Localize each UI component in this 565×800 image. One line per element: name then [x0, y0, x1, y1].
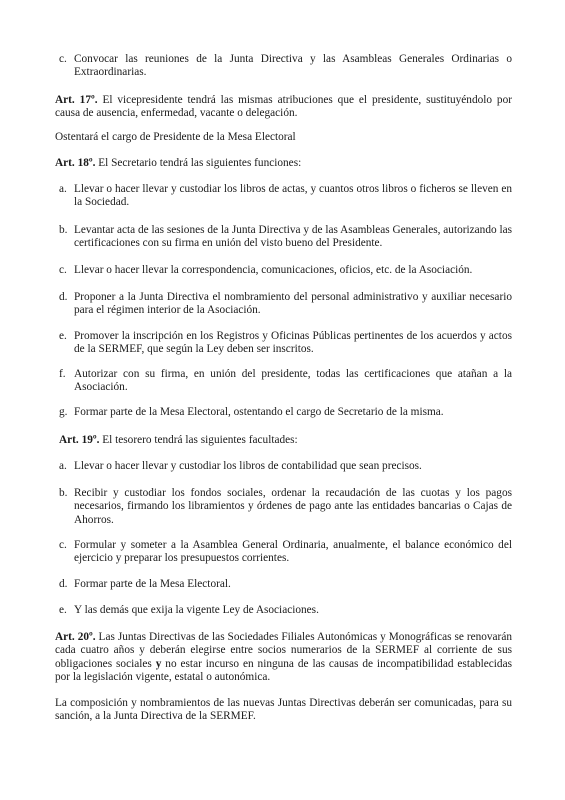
list-item: [55, 539, 512, 566]
list-letter: d.: [59, 578, 68, 590]
article-18: [55, 157, 512, 170]
list-letter: b.: [59, 224, 68, 236]
list-letter: c.: [59, 53, 67, 65]
list-text: Formular y someter a la Asamblea General Ordinaria, anualmente, el balance económico del ejercicio y preparar los presupuestos corrientes.: [74, 539, 512, 565]
list-letter: c.: [59, 264, 67, 276]
article-bold-conjunction: y: [155, 657, 162, 670]
article-label: Art. 20º.: [55, 631, 96, 643]
list-item: [55, 183, 512, 210]
article-text: El vicepresidente tendrá las mismas atribuciones que el presidente, sustituyéndolo por causa de ausencia, enfermedad, vacante o delegación.: [55, 94, 512, 120]
list-text: Autorizar con su firma, en unión del presidente, todas las certificaciones que atañan a la Asociación.: [74, 368, 512, 394]
list-text: Convocar las reuniones de la Junta Directiva y las Asambleas Generales Ordinarias o Extraordinarias.: [74, 53, 512, 79]
list-item: [55, 487, 512, 527]
list-letter: g.: [59, 406, 68, 418]
list-item: [55, 368, 512, 395]
list-text: Promover la inscripción en los Registros y Oficinas Públicas pertinentes de los acuerdos y actos de la SERMEF, que según la Ley deben ser inscritos.: [74, 330, 512, 356]
article-text: El tesorero tendrá las siguientes facultades:: [99, 434, 298, 446]
article-17: [55, 94, 512, 121]
list-letter: f.: [59, 368, 66, 380]
list-text: Levantar acta de las sesiones de la Junta Directiva y de las Asambleas Generales, autorizando las certificaciones con su firma en unión del visto bueno del Presidente.: [74, 224, 512, 250]
list-letter: b.: [59, 487, 68, 499]
list-letter: a.: [59, 460, 67, 472]
article-20: [55, 631, 512, 685]
list-item: [55, 604, 512, 617]
article-label: Art. 17º.: [55, 94, 98, 106]
list-item-c-convocar: [55, 53, 512, 80]
list-letter: e.: [59, 330, 67, 342]
list-item: [55, 406, 512, 419]
list-text: Llevar o hacer llevar la correspondencia, comunicaciones, oficios, etc. de la Asociación.: [74, 264, 473, 276]
mesa-presidente-line: Ostentará el cargo de Presidente de la Mesa Electoral: [55, 131, 296, 143]
article-text-part-1: Las Juntas Directivas de las Sociedades Filiales Autonómicas y Monográficas se renovarán cada cuatro años y deberán elegirse entre socios numerarios de la SERMEF al corriente de sus obligaciones sociales: [55, 631, 512, 670]
list-item: [55, 291, 512, 318]
article-label: Art. 18º.: [55, 157, 96, 169]
article-text-part-2: no estar incurso en ninguna de las causas de incompatibilidad establecidas por la legislación vigente, estatal o autonómica.: [55, 657, 512, 684]
list-text: Formar parte de la Mesa Electoral, ostentando el cargo de Secretario de la misma.: [74, 406, 444, 418]
article-19: [59, 434, 512, 447]
article-label: Art. 19º.: [59, 434, 100, 446]
list-text: Llevar o hacer llevar y custodiar los libros de contabilidad que sean precisos.: [74, 460, 422, 472]
list-letter: d.: [59, 291, 68, 303]
final-paragraph: La composición y nombramientos de las nuevas Juntas Directivas deberán ser comunicadas, para su sanción, a la Junta Directiva de la SERMEF.: [55, 697, 512, 723]
list-text: Formar parte de la Mesa Electoral.: [74, 578, 231, 590]
list-text: Y las demás que exija la vigente Ley de Asociaciones.: [74, 604, 319, 616]
list-item: [55, 330, 512, 357]
list-item: [55, 460, 512, 473]
list-item: [55, 578, 512, 591]
list-item: [55, 264, 512, 277]
list-letter: e.: [59, 604, 67, 616]
list-item: [55, 224, 512, 251]
list-letter: c.: [59, 539, 67, 551]
list-text: Recibir y custodiar los fondos sociales, ordenar la recaudación de las cuotas y los pagos necesarios, firmando los libramientos y órdenes de pago ante las entidades bancarias o Cajas de Ahorros.: [74, 487, 512, 526]
list-text: Llevar o hacer llevar y custodiar los libros de actas, y cuantos otros libros o ficheros se lleven en la Sociedad.: [74, 183, 512, 209]
list-text: Proponer a la Junta Directiva el nombramiento del personal administrativo y auxiliar necesario para el régimen interior de la Asociación.: [74, 291, 512, 317]
article-text: El Secretario tendrá las siguientes funciones:: [95, 157, 302, 169]
list-letter: a.: [59, 183, 67, 195]
